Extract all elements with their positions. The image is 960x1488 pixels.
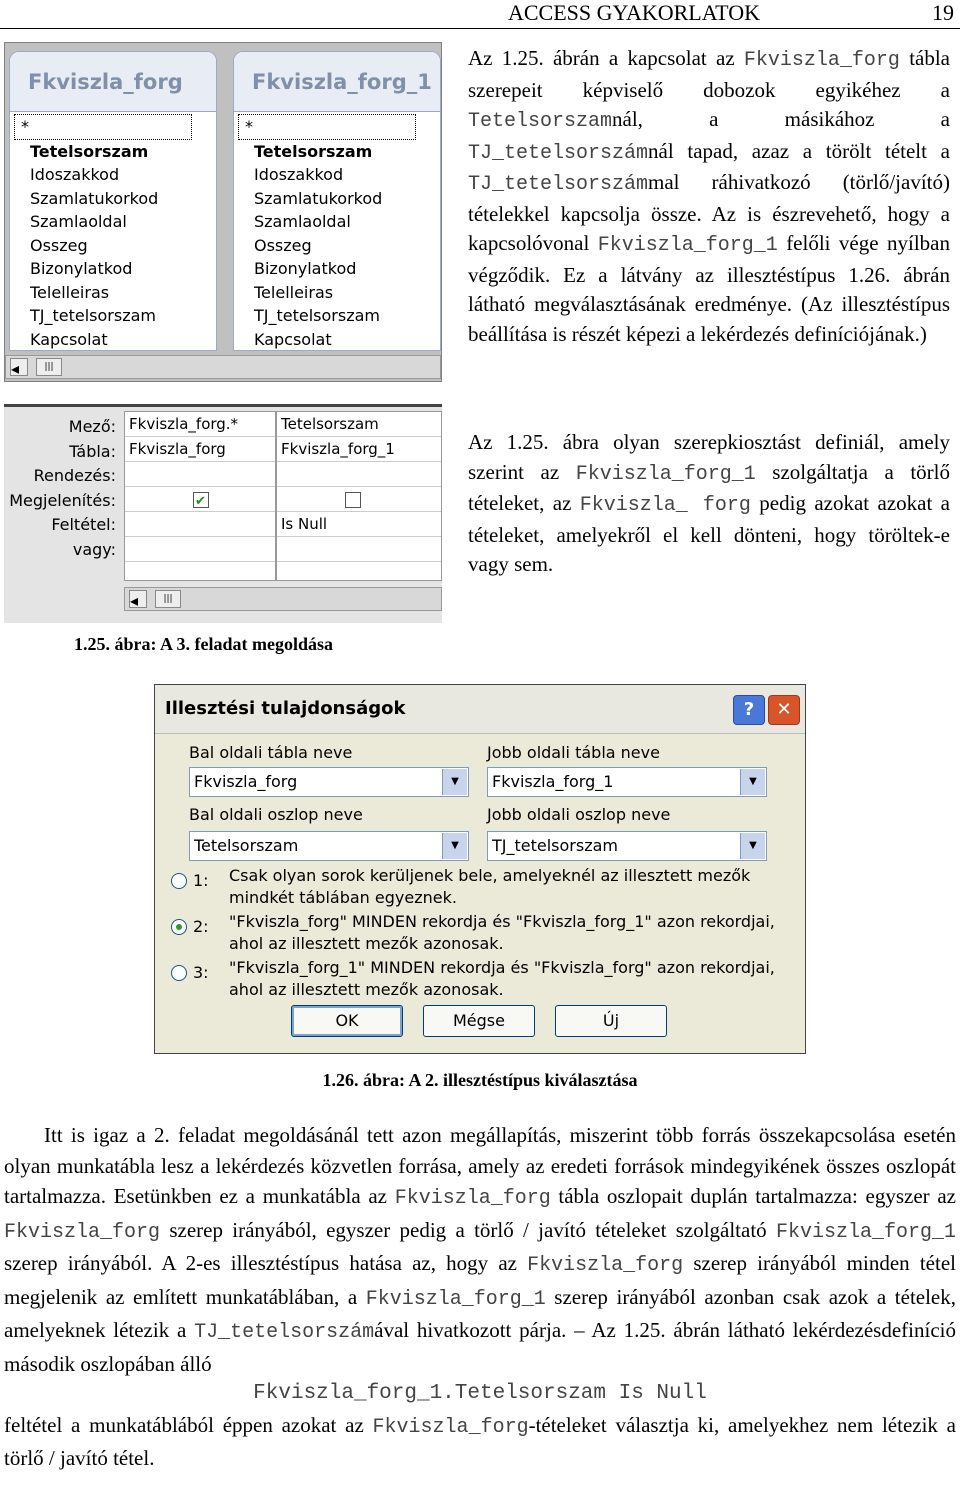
field-item[interactable]: Szamlaoldal bbox=[30, 212, 127, 231]
field-item[interactable]: Szamlatukorkod bbox=[254, 188, 383, 208]
text-run: -tételeket választja ki, amelyekhez nem létezik a törlő / javító tétel. bbox=[4, 1412, 956, 1470]
option-number: 1: bbox=[193, 871, 209, 890]
show-checkbox[interactable] bbox=[345, 492, 361, 508]
new-button[interactable]: Új bbox=[555, 1005, 667, 1037]
field-item[interactable]: TJ_tetelsorszam bbox=[254, 306, 380, 325]
code-term: TJ_tetelsorszám bbox=[468, 141, 649, 165]
criteria-cell[interactable]: Is Null bbox=[277, 512, 441, 537]
grid-row-label: vagy: bbox=[72, 539, 116, 559]
page-number: 19 bbox=[932, 0, 954, 25]
code-term: Fkviszla_forg_1 bbox=[597, 234, 778, 257]
text-run: nál tapad, azaz a törölt tételt a bbox=[648, 138, 950, 163]
text-run: feltétel a munkatáblából éppen azokat az bbox=[4, 1412, 373, 1437]
scroll-thumb[interactable]: ||| bbox=[36, 358, 62, 376]
sort-cell[interactable] bbox=[277, 462, 441, 487]
field-item[interactable]: Osszeg bbox=[30, 235, 88, 255]
right-table-combo[interactable] bbox=[487, 767, 767, 797]
field-list bbox=[10, 112, 216, 351]
field-item[interactable]: TJ_tetelsorszam bbox=[30, 306, 156, 325]
scroll-left-button[interactable]: ◂ bbox=[10, 358, 28, 376]
join-type-radio[interactable] bbox=[171, 873, 187, 889]
paragraph bbox=[4, 1410, 956, 1474]
text-run: szerep irányából. A 2-es illesztéstípus hatása az, hogy az bbox=[4, 1251, 528, 1275]
field-item[interactable]: Idoszakkod bbox=[254, 165, 344, 184]
query-design-screenshot bbox=[4, 42, 442, 620]
text-run: pedig azokat azokat a tételeket, amelyekről el kell dönteni, hogy töröltek-e vagy sem. bbox=[468, 491, 950, 576]
figure-caption: 1.25. ábra: A 3. feladat megoldása bbox=[74, 634, 333, 654]
field-item[interactable]: Szamlaoldal bbox=[254, 212, 351, 231]
grid-row-label: Tábla: bbox=[69, 441, 116, 461]
text-run: Itt is igaz a 2. feladat megoldásánál tett azon megállapítás, miszerint több forrás összekapcsolása esetén olyan munkatábla lesz a lekérdezés közvetlen forrása, amely az eredeti források mindegyikének összes oszlopát tartalmazza. Esetünkben ez a munkatábla az bbox=[4, 1123, 956, 1208]
combo-value: Tetelsorszam bbox=[194, 836, 299, 855]
grid-row-label: Megjelenítés: bbox=[9, 490, 116, 510]
join-type-radio[interactable] bbox=[171, 919, 187, 935]
join-properties-dialog bbox=[154, 684, 806, 1054]
text-run: ával hivatkozott párja. – Az 1.25. ábrán látható lekérdezésdefiníció második oszlopában álló bbox=[4, 1318, 956, 1376]
grid-column-2[interactable] bbox=[276, 411, 442, 581]
field-list-title: Fkviszla_forg_1 bbox=[234, 52, 440, 112]
field-item[interactable]: Telelleiras bbox=[30, 282, 110, 302]
field-item[interactable]: Idoszakkod bbox=[30, 165, 120, 184]
field-item[interactable]: Telelleiras bbox=[254, 282, 334, 302]
show-cell[interactable] bbox=[277, 487, 441, 512]
figure-caption: 1.26. ábra: A 2. illesztéstípus kiválasztása bbox=[322, 1070, 638, 1090]
code-term: Tetelsorszam bbox=[468, 110, 613, 133]
field-item[interactable]: Osszeg bbox=[254, 235, 312, 255]
field-list-fkviszla-forg[interactable] bbox=[9, 51, 217, 351]
code-term: TJ_tetelsorszám bbox=[468, 173, 649, 196]
field-item[interactable]: Bizonylatkod bbox=[254, 259, 357, 278]
code-term: Fkviszla_ forg bbox=[579, 494, 751, 517]
text-run: nál, a másikához a bbox=[612, 107, 950, 131]
design-grid bbox=[4, 404, 442, 623]
ok-button[interactable]: OK bbox=[291, 1005, 403, 1037]
grid-row-label: Feltétel: bbox=[51, 515, 116, 534]
grid-horizontal-scrollbar[interactable] bbox=[124, 587, 442, 611]
field-item[interactable]: Bizonylatkod bbox=[30, 259, 133, 278]
show-cell[interactable] bbox=[125, 487, 275, 512]
text-run: tábla szerepeit képviselő dobozok egyikéhez a bbox=[468, 46, 951, 102]
table-cell[interactable]: Fkviszla_forg bbox=[125, 437, 275, 462]
option-number: 2: bbox=[193, 917, 209, 936]
body-text bbox=[4, 1120, 956, 1474]
field-cell[interactable]: Fkviszla_forg.* bbox=[125, 412, 275, 437]
left-table-combo[interactable] bbox=[189, 767, 469, 797]
field-list-title: Fkviszla_forg bbox=[10, 52, 216, 112]
field-item[interactable]: Szamlatukorkod bbox=[30, 188, 159, 208]
table-cell[interactable]: Fkviszla_forg_1 bbox=[277, 437, 441, 462]
right-table-label: Jobb oldali tábla neve bbox=[487, 743, 660, 762]
text-run: mal ráhivatkozó (törlő/javító) tételekkel kapcsolja össze. Az is észrevehető, hogy a kapcsolóvonal bbox=[468, 170, 950, 255]
code-term: Fkviszla_forg bbox=[372, 1415, 529, 1439]
left-table-label: Bal oldali tábla neve bbox=[189, 743, 353, 762]
field-cell[interactable]: Tetelsorszam bbox=[277, 412, 441, 437]
grid-row-label: Rendezés: bbox=[33, 466, 116, 485]
code-term: Fkviszla_forg bbox=[743, 49, 900, 72]
close-button[interactable]: ✕ bbox=[768, 695, 800, 725]
text-run: szerep irányából, egyszer pedig a törlő / javító tételeket szolgáltató bbox=[160, 1217, 776, 1242]
chevron-down-icon[interactable]: ▼ bbox=[442, 833, 467, 859]
left-column-combo[interactable] bbox=[189, 831, 469, 861]
code-term: TJ_tetelsorszám bbox=[194, 1321, 375, 1344]
field-item[interactable]: * bbox=[238, 114, 416, 140]
or-cell[interactable] bbox=[125, 537, 275, 562]
field-item[interactable]: Kapcsolat bbox=[254, 329, 332, 349]
text-run: szolgáltatja a törlő tételeket, az bbox=[468, 459, 950, 515]
left-column-label: Bal oldali oszlop neve bbox=[189, 805, 363, 824]
combo-value: Fkviszla_forg_1 bbox=[492, 772, 614, 791]
scroll-left-button[interactable]: ◂ bbox=[129, 590, 147, 608]
scroll-thumb[interactable]: ||| bbox=[155, 590, 181, 608]
field-item[interactable]: Kapcsolat bbox=[30, 329, 108, 349]
text-run: felőli vége nyílban végződik. Ez a látvány az illesztéstípus 1.26. ábrán látható megválasztásának eredménye. (Az illesztéstípus beállítása is részét képezi a lekérdezés definíciójának.) bbox=[468, 231, 950, 346]
right-column-combo[interactable] bbox=[487, 831, 767, 861]
page-header bbox=[0, 0, 960, 29]
field-item[interactable]: Tetelsorszam bbox=[30, 141, 149, 161]
code-term: Fkviszla_forg bbox=[4, 1220, 161, 1244]
option-label[interactable]: Csak olyan sorok kerüljenek bele, amelyeknél az illesztett mezők mindkét táblában egyeznek. bbox=[229, 866, 751, 907]
code-term: Fkviszla_forg bbox=[527, 1254, 684, 1277]
code-term: Fkviszla_forg_1 bbox=[575, 462, 756, 486]
show-checkbox[interactable] bbox=[193, 492, 209, 508]
combo-value: Fkviszla_forg bbox=[194, 772, 298, 791]
help-button[interactable]: ? bbox=[733, 695, 765, 725]
right-column-label: Jobb oldali oszlop neve bbox=[487, 805, 671, 824]
horizontal-scrollbar[interactable] bbox=[5, 355, 441, 379]
header-title: ACCESS GYAKORLATOK bbox=[507, 0, 760, 25]
text-run: tábla oszlopait duplán tartalmazza: egyszer az bbox=[550, 1184, 956, 1208]
grid-row-label: Mező: bbox=[68, 417, 116, 436]
option-label[interactable]: "Fkviszla_forg_1" MINDEN rekordja és "Fkviszla_forg" azon rekordjai, ahol az illesztett mezők azonosak. bbox=[229, 958, 775, 999]
dialog-title: Illesztési tulajdonságok bbox=[165, 698, 406, 719]
sort-cell[interactable] bbox=[125, 462, 275, 487]
code-term: Fkviszla_forg bbox=[394, 1187, 551, 1210]
dialog-title-bar bbox=[155, 685, 805, 734]
chevron-down-icon[interactable]: ▼ bbox=[740, 833, 765, 859]
field-list-fkviszla-forg-1[interactable] bbox=[233, 51, 441, 351]
or-cell[interactable] bbox=[277, 537, 441, 562]
paragraph bbox=[468, 428, 950, 580]
text-run: Az 1.25. ábrán a kapcsolat az bbox=[468, 46, 744, 70]
text-run: szerep irányából minden tétel megjelenik az említett munkatáblában, a bbox=[4, 1251, 956, 1309]
chevron-down-icon[interactable]: ▼ bbox=[442, 769, 467, 795]
text-run: Az 1.25. ábra olyan szerepkiosztást definiál, amely szerint az bbox=[468, 430, 950, 484]
code-line: Fkviszla_forg_1.Tetelsorszam Is Null bbox=[253, 1382, 707, 1405]
paragraph bbox=[4, 1120, 956, 1379]
code-term: Fkviszla_forg_1 bbox=[775, 1220, 956, 1244]
criteria-cell[interactable] bbox=[125, 512, 275, 537]
field-item[interactable]: * bbox=[14, 114, 192, 140]
code-term: Fkviszla_forg_1 bbox=[365, 1287, 546, 1311]
option-number: 3: bbox=[193, 963, 209, 982]
field-list bbox=[234, 112, 440, 351]
paragraph bbox=[468, 44, 950, 349]
combo-value: TJ_tetelsorszam bbox=[492, 836, 618, 855]
option-label[interactable]: "Fkviszla_forg" MINDEN rekordja és "Fkviszla_forg_1" azon rekordjai, ahol az illesztett mezők azonosak. bbox=[229, 912, 775, 953]
chevron-down-icon[interactable]: ▼ bbox=[740, 769, 765, 795]
cancel-button[interactable]: Mégse bbox=[423, 1005, 535, 1037]
join-type-radio[interactable] bbox=[171, 965, 187, 981]
table-pane bbox=[4, 42, 442, 382]
field-item[interactable]: Tetelsorszam bbox=[254, 141, 373, 161]
text-run: szerep irányából azonban csak azok a tételek, amelyeknek létezik a bbox=[4, 1284, 957, 1342]
grid-column-1[interactable] bbox=[124, 411, 276, 581]
